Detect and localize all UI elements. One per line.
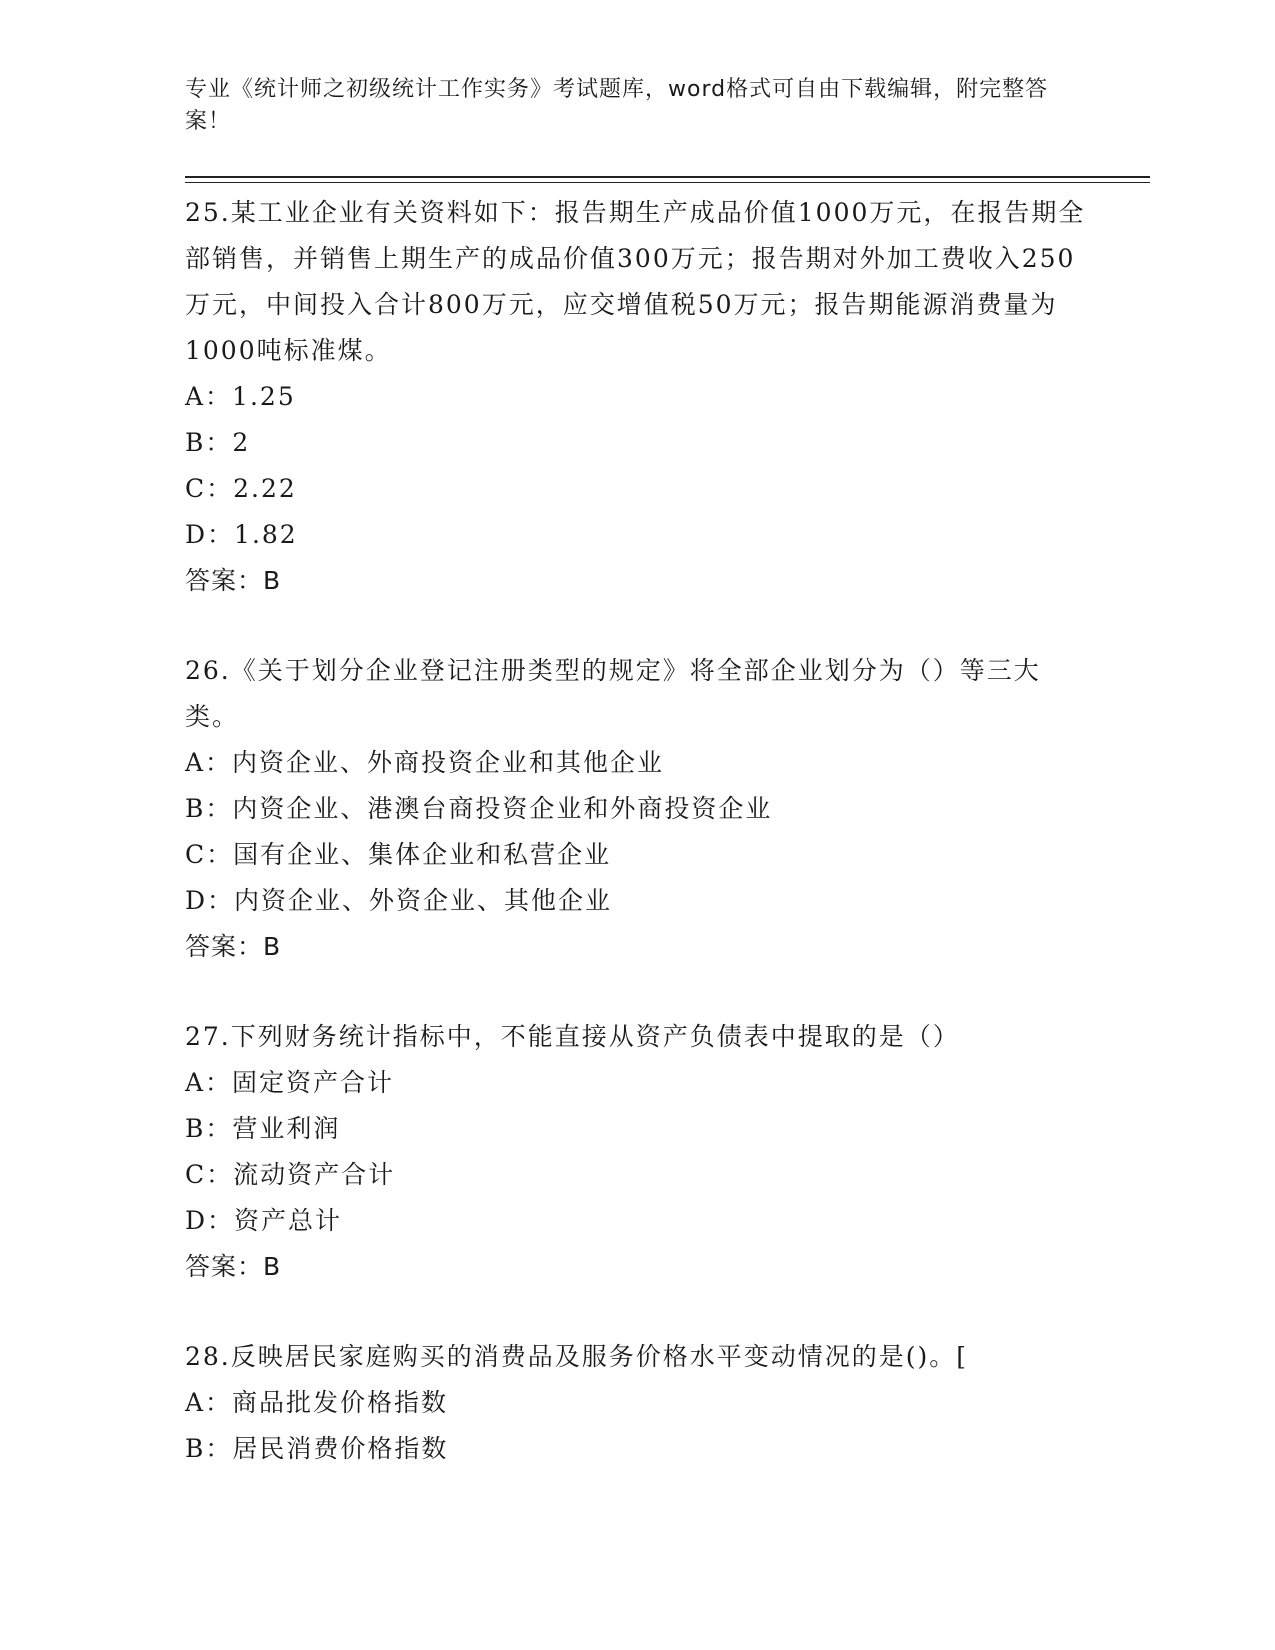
option-a: A：商品批发价格指数 <box>185 1388 449 1417</box>
option-d: D：1.82 <box>185 520 298 549</box>
option-c: C：国有企业、集体企业和私营企业 <box>185 840 612 869</box>
option-d: D：资产总计 <box>185 1206 343 1235</box>
question-28 <box>185 1334 1090 1472</box>
header-rule-thin <box>185 182 1150 183</box>
question-stem: 26.《关于划分企业登记注册类型的规定》将全部企业划分为（）等三大类。 <box>185 656 1041 731</box>
header-rule-thick <box>185 176 1150 178</box>
option-a: A：1.25 <box>185 382 296 411</box>
question-27 <box>185 1014 1090 1290</box>
question-stem: 25.某工业企业有关资料如下：报告期生产成品价值1000万元，在报告期全部销售，并销售上期生产的成品价值300万元；报告期对外加工费收入250万元，中间投入合计800万元，应交增值税50万元；报告期能源消费量为1000吨标准煤。 <box>185 198 1086 365</box>
option-a: A：固定资产合计 <box>185 1068 395 1097</box>
option-a: A：内资企业、外商投资企业和其他企业 <box>185 748 665 777</box>
answer: 答案：B <box>185 1252 282 1281</box>
option-c: C：流动资产合计 <box>185 1160 396 1189</box>
question-25 <box>185 190 1090 604</box>
option-b: B：2 <box>185 428 251 457</box>
question-stem: 28.反映居民家庭购买的消费品及服务价格水平变动情况的是()。[ <box>185 1342 969 1371</box>
option-d: D：内资企业、外资企业、其他企业 <box>185 886 613 915</box>
question-list <box>185 190 1090 1516</box>
option-b: B：内资企业、港澳台商投资企业和外商投资企业 <box>185 794 773 823</box>
question-stem: 27.下列财务统计指标中，不能直接从资产负债表中提取的是（） <box>185 1022 960 1051</box>
option-b: B：营业利润 <box>185 1114 341 1143</box>
option-b: B：居民消费价格指数 <box>185 1434 449 1463</box>
answer: 答案：B <box>185 566 282 595</box>
option-c: C：2.22 <box>185 474 297 503</box>
question-26 <box>185 648 1090 970</box>
document-header: 专业《统计师之初级统计工作实务》考试题库，word格式可自由下载编辑，附完整答案！ <box>185 77 1049 134</box>
answer: 答案：B <box>185 932 282 961</box>
